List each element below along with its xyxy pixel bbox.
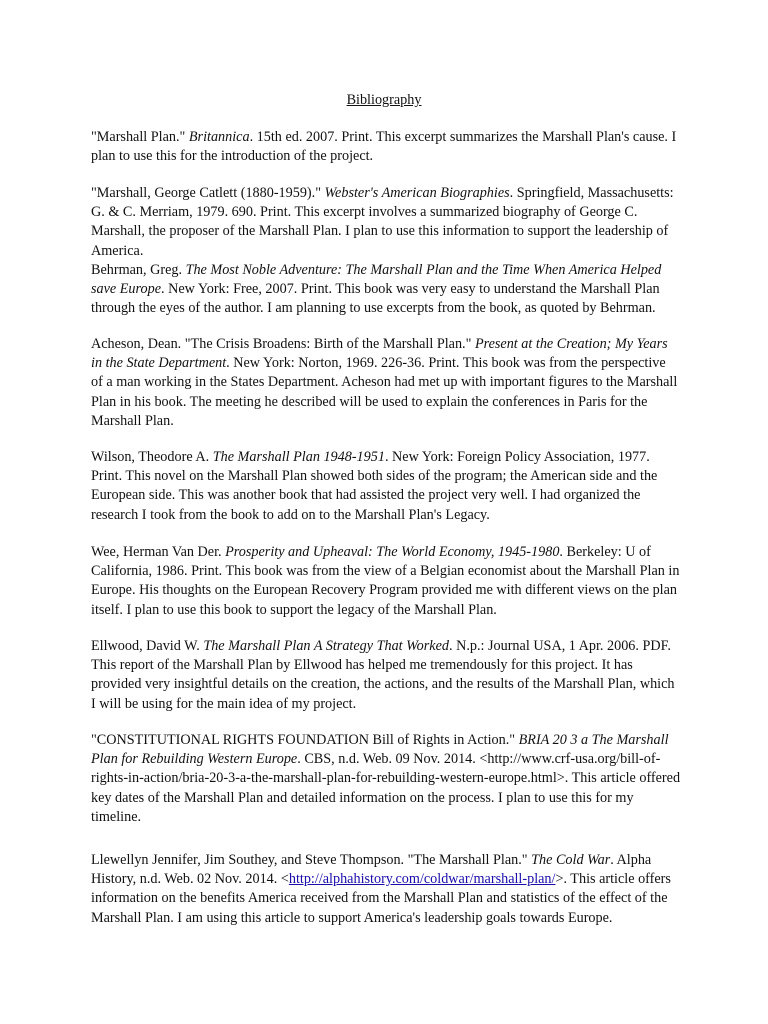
bibliography-entry: [91, 448, 681, 525]
entry-text: . New York: Foreign Policy Association, 1977. Print. This novel on the Marshall Plan showed both sides of the program; the American side and the European side. This was another book that had assisted the project very well. I had organized the research I took from the book to add on to the Marshall Plan's Legacy.: [91, 449, 658, 523]
entry-text: Wilson, Theodore A.: [91, 449, 213, 465]
entry-title: The Cold War: [531, 852, 611, 868]
entry-text: "Marshall Plan.": [91, 129, 189, 145]
entry-text: . New York: Free, 2007. Print. This book was very easy to understand the Marshall Plan through the eyes of the author. I am planning to use excerpts from the book, as quoted by Behrman.: [91, 281, 660, 317]
entry-text: . CBS, n.d. Web. 09 Nov. 2014. <http://www.crf-usa.org/bill-of-rights-in-action/bria-20-3-a-the-marshall-plan-for-rebuilding-western-europe.html>. This article offered key dates of the Marshall Plan and detailed information on the process. I plan to use this for my timeline.: [91, 751, 681, 825]
entry-title: Present at the Creation; My Years in the State Department: [91, 336, 668, 372]
bibliography-entry: [91, 851, 681, 928]
entry-text: "CONSTITUTIONAL RIGHTS FOUNDATION Bill of Rights in Action.": [91, 732, 519, 748]
bibliography-entry: [91, 184, 681, 261]
bibliography-entry: [91, 543, 681, 620]
bibliography-entry: [91, 637, 681, 714]
entry-text: Behrman, Greg.: [91, 262, 186, 278]
entry-title: The Marshall Plan 1948-1951: [212, 449, 385, 465]
entry-text: . Springfield, Massachusetts: G. & C. Merriam, 1979. 690. Print. This excerpt involves a summarized biography of George C. Marshall, the proposer of the Marshall Plan. I plan to use this information to support the leadership of America.: [91, 185, 674, 259]
entry-text: Wee, Herman Van Der.: [91, 544, 226, 560]
entry-text: Acheson, Dean. "The Crisis Broadens: Birth of the Marshall Plan.": [91, 336, 475, 352]
page-title: Bibliography: [346, 92, 422, 108]
entry-text: . Alpha History, n.d. Web. 02 Nov. 2014. <: [91, 852, 652, 888]
entry-title: Prosperity and Upheaval: The World Economy, 1945-1980: [225, 544, 560, 560]
bibliography-entry: [91, 261, 681, 319]
entry-text: . 15th ed. 2007. Print. This excerpt summarizes the Marshall Plan's cause. I plan to use this for the introduction of the project.: [91, 129, 677, 165]
entry-title: Britannica: [188, 129, 250, 145]
entry-text: Llewellyn Jennifer, Jim Southey, and Steve Thompson. "The Marshall Plan.": [91, 852, 532, 868]
entry-text: . New York: Norton, 1969. 226-36. Print. This book was from the perspective of a man working in the States Department. Acheson had met up with important figures to the Marshall Plan in his book. The meeting he described will be used to explain the conferences in Paris for the Marshall Plan.: [91, 355, 678, 429]
bibliography-entry: [91, 335, 681, 431]
bibliography-entry: [91, 731, 681, 827]
entry-text: Ellwood, David W.: [91, 638, 204, 654]
entry-title: The Marshall Plan A Strategy That Worked: [203, 638, 449, 654]
entry-text: "Marshall, George Catlett (1880-1959).": [91, 185, 325, 201]
entry-text: >. This article offers information on the benefits America received from the Marshall Plan and statistics of the effect of the Marshall Plan. I am using this article to support America's leadership goals towards Europe.: [91, 871, 671, 926]
entry-title: BRIA 20 3 a The Marshall Plan for Rebuilding Western Europe: [91, 732, 669, 768]
entry-link[interactable]: http://alphahistory.com/coldwar/marshall-plan/: [288, 871, 556, 888]
bibliography-entry: [91, 128, 681, 166]
entry-text: . Berkeley: U of California, 1986. Print. This book was from the view of a Belgian economist about the Marshall Plan in Europe. His thoughts on the European Recovery Program provided me with different views on the plan itself. I plan to use this book to support the legacy of the Marshall Plan.: [91, 544, 680, 618]
entry-title: The Most Noble Adventure: The Marshall Plan and the Time When America Helped save Europe: [91, 262, 662, 298]
entry-title: Webster's American Biographies: [324, 185, 510, 201]
entry-text: . N.p.: Journal USA, 1 Apr. 2006. PDF. This report of the Marshall Plan by Ellwood has helped me tremendously for this project. It has provided very insightful details on the creation, the actions, and the results of the Marshall Plan, which I will be using for the main idea of my project.: [91, 638, 675, 712]
